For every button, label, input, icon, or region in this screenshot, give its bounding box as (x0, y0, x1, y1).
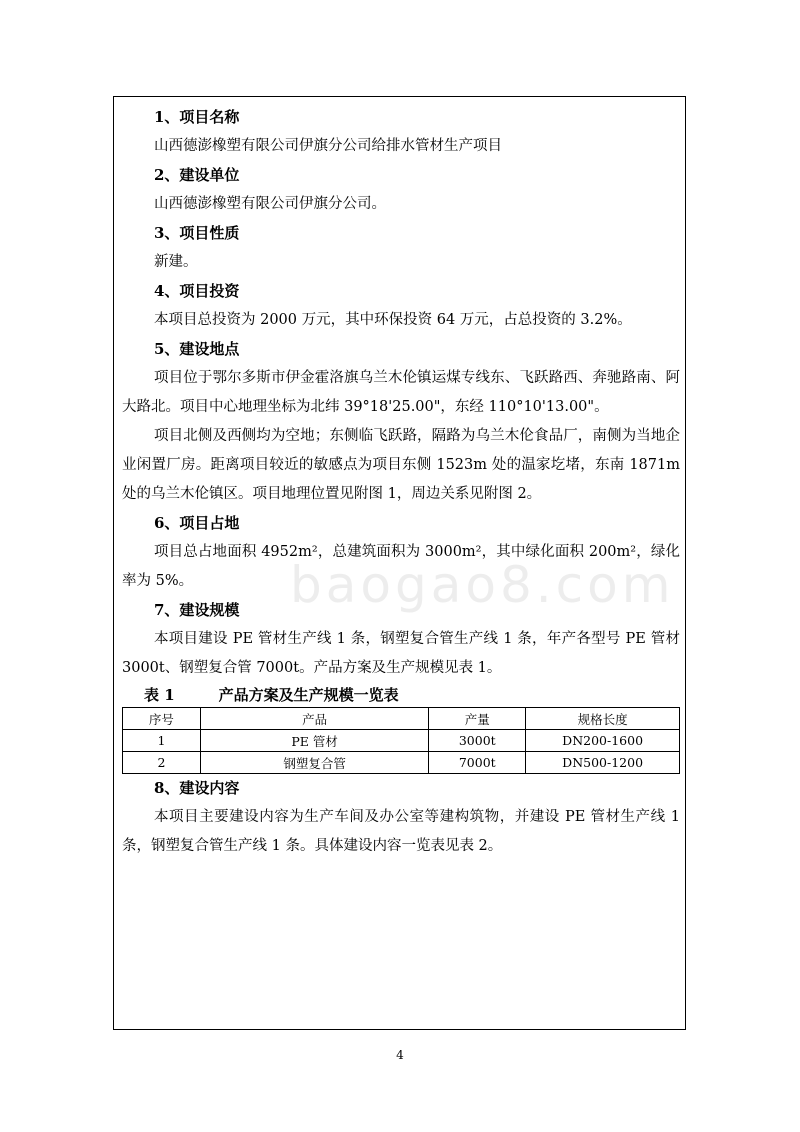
section-paragraph: 新建。 (154, 254, 198, 270)
section-1 (122, 103, 680, 161)
section-4 (122, 277, 680, 335)
section-paragraph: 项目位于鄂尔多斯市伊金霍洛旗乌兰木伦镇运煤专线东、飞跃路西、奔驰路南、阿大路北。项目中心地理坐标为北纬 39°18'25.00"，东经 110°10'13.00"。 (122, 370, 680, 415)
table-cell: 钢塑复合管 (200, 752, 429, 774)
section-heading: 5、建设地点 (154, 340, 240, 358)
table-cell: 2 (123, 752, 201, 774)
table-number: 表 1 (144, 686, 175, 704)
table-header-row (123, 708, 680, 730)
product-table (122, 707, 680, 774)
table-row (123, 752, 680, 774)
header-cell: 序号 (123, 708, 201, 730)
page-number: 4 (396, 1048, 404, 1062)
section-3 (122, 219, 680, 277)
document-body (122, 103, 680, 861)
watermark: baogao8.com (290, 556, 675, 614)
header-cell: 产量 (429, 708, 526, 730)
section-paragraph: 本项目主要建设内容为生产车间及办公室等建构筑物，并建设 PE 管材生产线 1 条，钢塑复合管生产线 1 条。具体建设内容一览表见表 2。 (122, 809, 680, 854)
section-heading: 6、项目占地 (154, 514, 240, 532)
section-heading: 3、项目性质 (154, 224, 240, 242)
section-paragraph: 山西德澎橡塑有限公司伊旗分公司给排水管材生产项目 (154, 138, 502, 154)
section-heading: 8、建设内容 (154, 779, 240, 797)
section-8 (122, 774, 680, 861)
table-cell: DN500-1200 (526, 752, 680, 774)
section-paragraph: 项目北侧及西侧均为空地；东侧临飞跃路，隔路为乌兰木伦食品厂，南侧为当地企业闲置厂房。距离项目较近的敏感点为项目东侧 1523m 处的温家圪堵，东南 1871m 处的乌兰木伦镇区。项目地理位置见附图 1，周边关系见附图 2。 (122, 428, 680, 502)
table-row (123, 730, 680, 752)
section-heading: 4、项目投资 (154, 282, 240, 300)
section-5 (122, 335, 680, 509)
section-paragraph: 项目总占地面积 4952m²，总建筑面积为 3000m²，其中绿化面积 200m²，绿化率为 5%。 (122, 544, 680, 589)
section-paragraph: 山西德澎橡塑有限公司伊旗分公司。 (154, 196, 386, 212)
table-title: 产品方案及生产规模一览表 (218, 686, 399, 704)
section-paragraph: 本项目总投资为 2000 万元，其中环保投资 64 万元，占总投资的 3.2%。 (154, 312, 632, 328)
table-cell: 3000t (429, 730, 526, 752)
section-heading: 2、建设单位 (154, 166, 240, 184)
section-2 (122, 161, 680, 219)
section-heading: 1、项目名称 (154, 108, 240, 126)
table-caption (122, 683, 680, 707)
header-cell: 产品 (200, 708, 429, 730)
table-cell: 7000t (429, 752, 526, 774)
section-paragraph: 本项目建设 PE 管材生产线 1 条，钢塑复合管生产线 1 条，年产各型号 PE 管材 3000t、钢塑复合管 7000t。产品方案及生产规模见表 1。 (122, 631, 680, 676)
table-cell: PE 管材 (200, 730, 429, 752)
section-heading: 7、建设规模 (154, 601, 240, 619)
table-cell: DN200-1600 (526, 730, 680, 752)
table-cell: 1 (123, 730, 201, 752)
header-cell: 规格长度 (526, 708, 680, 730)
